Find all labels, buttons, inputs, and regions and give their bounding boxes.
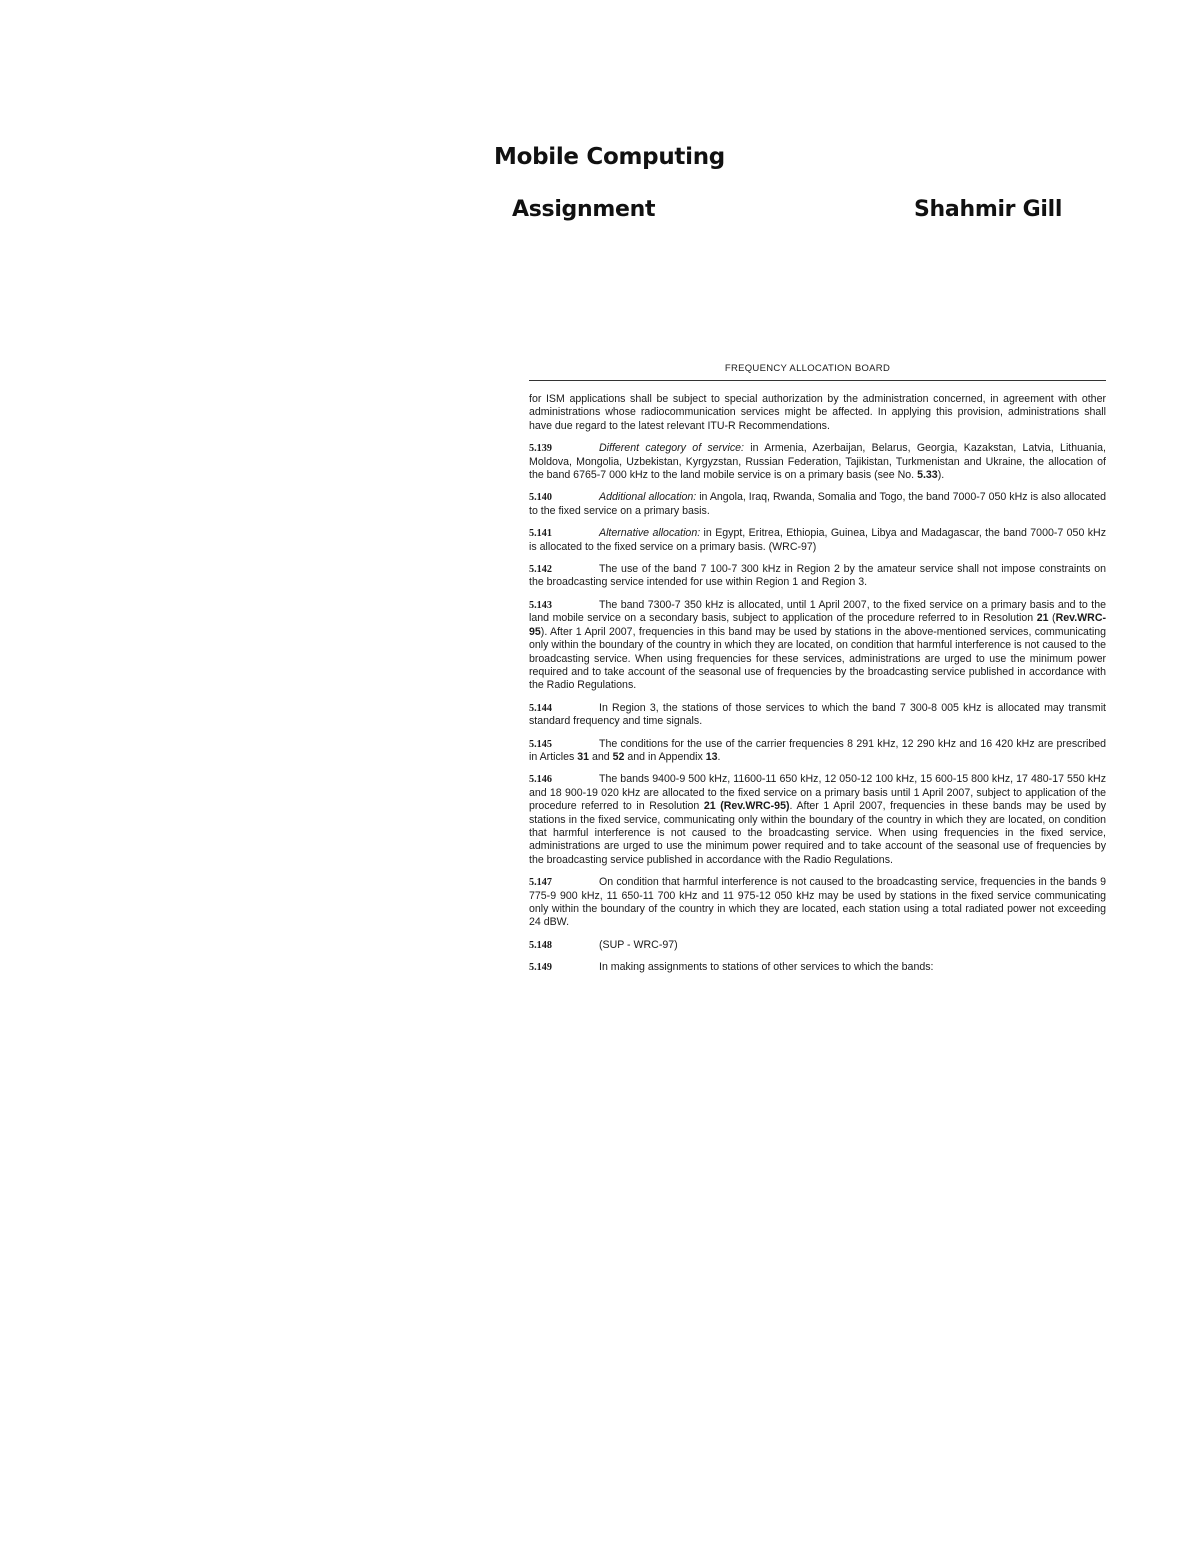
paragraph-text: In making assignments to stations of other services to which the bands:: [599, 961, 934, 974]
paragraph-number: 5.147: [529, 877, 552, 889]
intro-paragraph: for ISM applications shall be subject to special authorization by the administration concerned, in agreement with other administrations whose radiocommunication services might be affected. In applying this provision, administrations shall have due regard to the latest relevant ITU-R Recommendations.: [529, 393, 1106, 432]
paragraph-lead: Additional allocation:: [599, 491, 697, 504]
board-header: FREQUENCY ALLOCATION BOARD: [724, 363, 891, 374]
paragraph-ref: 21: [1036, 612, 1049, 625]
paragraph-ref: 13: [705, 750, 718, 763]
paragraph-5-142: [529, 563, 1106, 590]
paragraph-text: in Armenia, Azerbaijan, Belarus, Georgia, Kazakstan, Latvia, Lithuania, Moldova, Mongolia, Uzbekistan, Kyrgyzstan, Russian Federation, Tajikistan, Turkmenistan and Ukraine, the allocation of the band 6765-7 000 kHz to the land mobile service is on a primary basis (see No.: [529, 442, 1106, 482]
paragraph-number: 5.143: [529, 599, 552, 611]
header-rule: [529, 380, 1106, 381]
paragraph-number: 5.140: [529, 492, 552, 504]
paragraph-ref: 31: [577, 750, 590, 763]
paragraph-text: and in Appendix: [624, 750, 706, 763]
paragraph-5-147: [529, 876, 1106, 930]
paragraph-text: In Region 3, the stations of those services to which the band 7 300-8 005 kHz is allocated may transmit standard frequency and time signals.: [529, 701, 1106, 728]
author-name: Shahmir Gill: [914, 197, 1063, 222]
paragraph-text: in Egypt, Eritrea, Ethiopia, Guinea, Libya and Madagascar, the band 7000-7 050 kHz is allocated to the fixed service on a primary basis. (WRC-97): [529, 527, 1106, 553]
paragraph-text: . After 1 April 2007, frequencies in these bands may be used by stations in the fixed service, communicating only within the boundary of the country in which they are located, on condition that harmful interference is not caused to the broadcasting service. When using frequencies in the fixed service, administrations are urged to use the minimum power required and to take account of the seasonal use of frequencies by the broadcasting service published in accordance with the Radio Regulations.: [529, 800, 1107, 866]
paragraph-text: .: [717, 750, 721, 763]
paragraph-text: The conditions for the use of the carrier frequencies 8 291 kHz, 12 290 kHz and 16 420 kHz are prescribed in Articles: [529, 737, 1106, 763]
paragraph-5-144: [529, 702, 1106, 729]
document-title: Mobile Computing: [494, 144, 725, 170]
paragraph-number: 5.141: [529, 528, 552, 540]
paragraph-5-143: [529, 599, 1106, 693]
paragraph-ref: Rev.WRC-95: [529, 612, 1106, 638]
paragraph-number: 5.148: [529, 939, 552, 951]
paragraph-5-146: [529, 773, 1106, 867]
paragraph-5-149: [529, 961, 1106, 974]
paragraph-5-145: [529, 738, 1106, 765]
paragraph-text: and: [589, 750, 613, 763]
paragraph-lead: Alternative allocation:: [599, 527, 701, 540]
paragraph-5-148: [529, 939, 1106, 952]
scanned-regulation-excerpt: [529, 362, 1106, 984]
paragraph-text: The use of the band 7 100-7 300 kHz in Region 2 by the amateur service shall not impose constraints on the broadcasting service intended for use within Region 1 and Region 3.: [529, 563, 1106, 589]
paragraph-text: The bands 9400-9 500 kHz, 11600-11 650 kHz, 12 050-12 100 kHz, 15 600-15 800 kHz, 17 480-17 550 kHz and 18 900-19 020 kHz are allocated to the fixed service on a primary basis until 1 April 2007, subject to application of the procedure referred to in Resolution: [529, 773, 1106, 813]
paragraph-text: in Angola, Iraq, Rwanda, Somalia and Togo, the band 7000-7 050 kHz is also allocated to the fixed service on a primary basis.: [529, 491, 1106, 517]
paragraph-text: ). After 1 April 2007, frequencies in this band may be used by stations in the above-mentioned services, communicating only within the boundary of the country in which they are located, on condition that harmful interference is not caused to the broadcasting service. When using frequencies for these services, administrations are urged to use the minimum power required and to take account of the seasonal use of frequencies by the broadcasting service published in accordance with the Radio Regulations.: [529, 625, 1106, 692]
paragraph-ref: 21 (Rev.WRC-95): [703, 800, 790, 813]
paragraph-number: 5.142: [529, 564, 552, 576]
paragraph-text: The band 7300-7 350 kHz is allocated, until 1 April 2007, to the fixed service on a primary basis and to the land mobile service on a secondary basis, subject to application of the procedure referred to in Resolution: [529, 598, 1106, 625]
paragraph-text: (SUP - WRC-97): [599, 938, 678, 951]
paragraph-ref: 5.33: [917, 469, 938, 482]
paragraph-number: 5.139: [529, 443, 552, 455]
paragraph-5-139: [529, 442, 1106, 482]
paragraph-ref: 52: [612, 750, 625, 763]
paragraph-5-140: [529, 491, 1106, 518]
paragraph-number: 5.144: [529, 702, 552, 714]
paragraph-lead: Different category of service:: [599, 442, 744, 455]
paragraph-tail: ).: [937, 469, 945, 482]
paragraph-number: 5.145: [529, 738, 552, 750]
paragraph-text: On condition that harmful interference is not caused to the broadcasting service, frequencies in the bands 9 775-9 900 kHz, 11 650-11 700 kHz and 11 975-12 050 kHz may be used by stations in the fixed service communicating only within the boundary of the country in which they are located, each station using a total radiated power not exceeding 24 dBW.: [529, 876, 1106, 929]
paragraph-number: 5.146: [529, 774, 552, 786]
paragraph-number: 5.149: [529, 962, 552, 974]
paragraph-5-141: [529, 527, 1106, 554]
assignment-label: Assignment: [512, 197, 656, 222]
paragraph-text: (: [1048, 612, 1056, 625]
